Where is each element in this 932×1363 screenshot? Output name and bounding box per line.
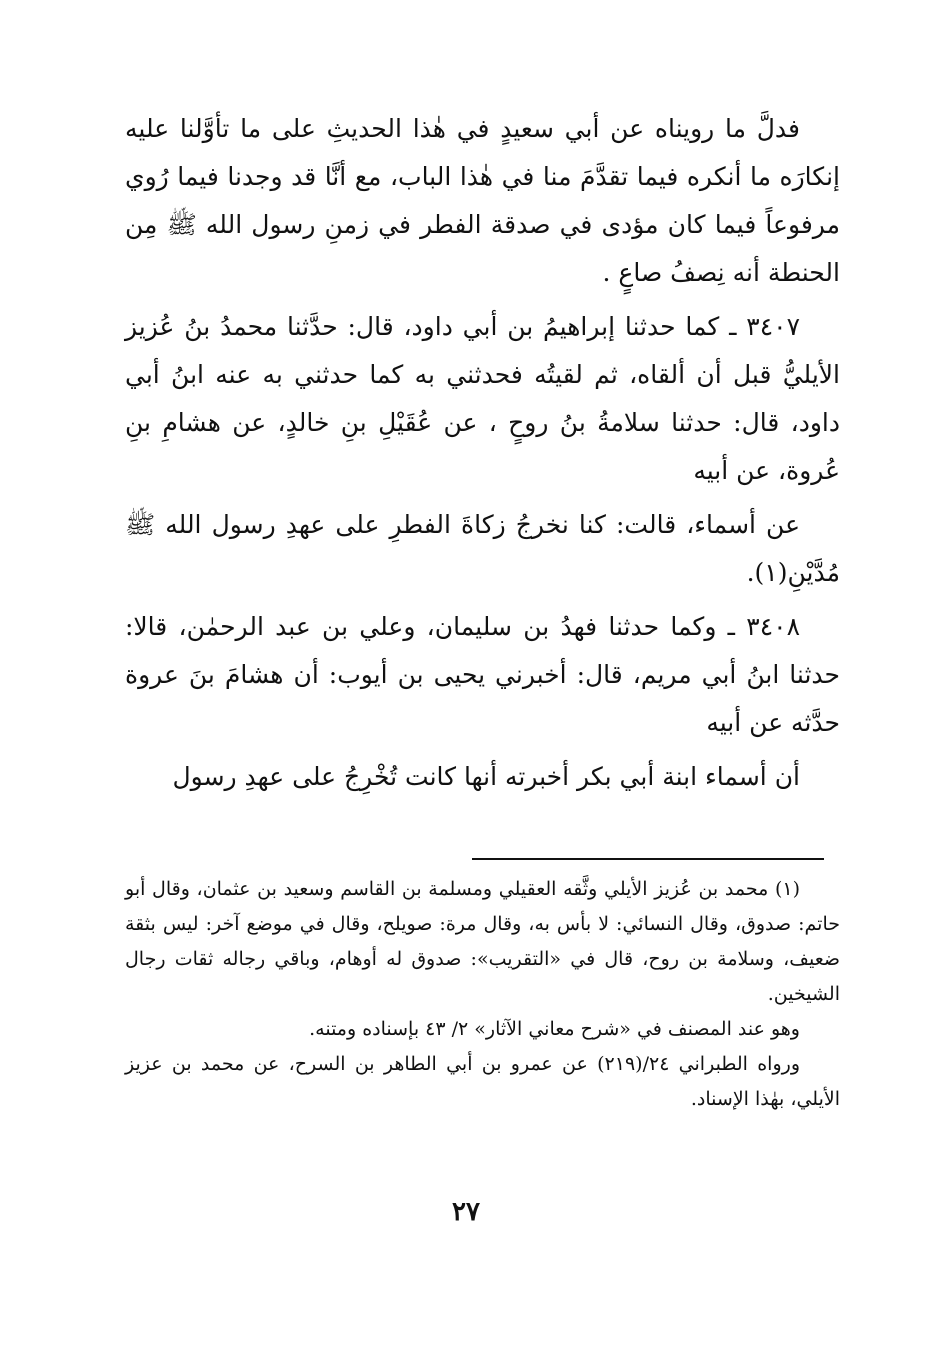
footnote-divider xyxy=(472,858,824,860)
footnote-1: (١) محمد بن عُزيز الأيلي وثَّقه العقيلي ومسلمة بن القاسم وسعيد بن عثمان، وقال أبو حاتم: صدوق، وقال النسائي: لا بأس به، وقال مرة: صويلح، وقال في موضع آخر: ليس بثقة ضعيف، وسلامة بن روح، قال في «التقريب»: صدوق له أوهام، وباقي رجاله ثقات رجال الشيخين. xyxy=(125,878,840,1005)
paragraph-hadith-3407-matn: عن أسماء، قالت: كنا نخرجُ زكاةَ الفطرِ على عهدِ رسول الله ﷺ مُدَّيْنِ(١). xyxy=(125,510,840,587)
paragraph-hadith-3407-isnad: ٣٤٠٧ ـ كما حدثنا إبراهيمُ بن أبي داود، قال: حدَّثنا محمدُ بنُ عُزيز الأيليُّ قبل أن ألقاه، ثم لقيتُه فحدثني به كما حدثني به عنه ابنُ أبي داود، قال: حدثنا سلامةُ بنُ روحٍ ، عن عُقَيْلِ بنِ خالدٍ، عن هشامِ بنِ عُروة، عن أبيه xyxy=(125,312,840,485)
paragraph-intro: فدلَّ ما رويناه عن أبي سعيدٍ في هٰذا الحديثِ على ما تأوَّلنا عليه إنكارَه ما أنكره فيما تقدَّمَ منا في هٰذا الباب، مع أنَّا قد وجدنا فيما رُوي مرفوعاً فيما كان مؤدى في صدقة الفطر في زمنِ رسول الله ﷺ مِن الحنطة أنه نِصفُ صاعٍ . xyxy=(125,114,840,287)
main-text xyxy=(125,105,840,807)
paragraph-hadith-3408-matn: أن أسماء ابنة أبي بكر أخبرته أنها كانت تُخْرِجُ على عهدِ رسول xyxy=(172,762,800,791)
paragraph-hadith-3408-isnad: ٣٤٠٨ ـ وكما حدثنا فهدُ بن سليمان، وعلي بن عبد الرحمٰن، قالا: حدثنا ابنُ أبي مريم، قال: أخبرني يحيى بن أيوب: أن هشامَ بنَ عروة حدَّثه عن أبيه xyxy=(125,612,840,737)
footnote-source: وهو عند المصنف في «شرح معاني الآثار» ٢/ ٤٣ بإسناده ومتنه. xyxy=(309,1018,800,1040)
footnote-tabarani: ورواه الطبراني ٢٤/(٢١٩) عن عمرو بن أبي الطاهر بن السرح، عن محمد بن عزيز الأيلي، بهٰذا الإسناد. xyxy=(125,1053,840,1110)
footnotes xyxy=(125,872,840,1117)
page-number: ٢٧ xyxy=(452,1197,480,1227)
